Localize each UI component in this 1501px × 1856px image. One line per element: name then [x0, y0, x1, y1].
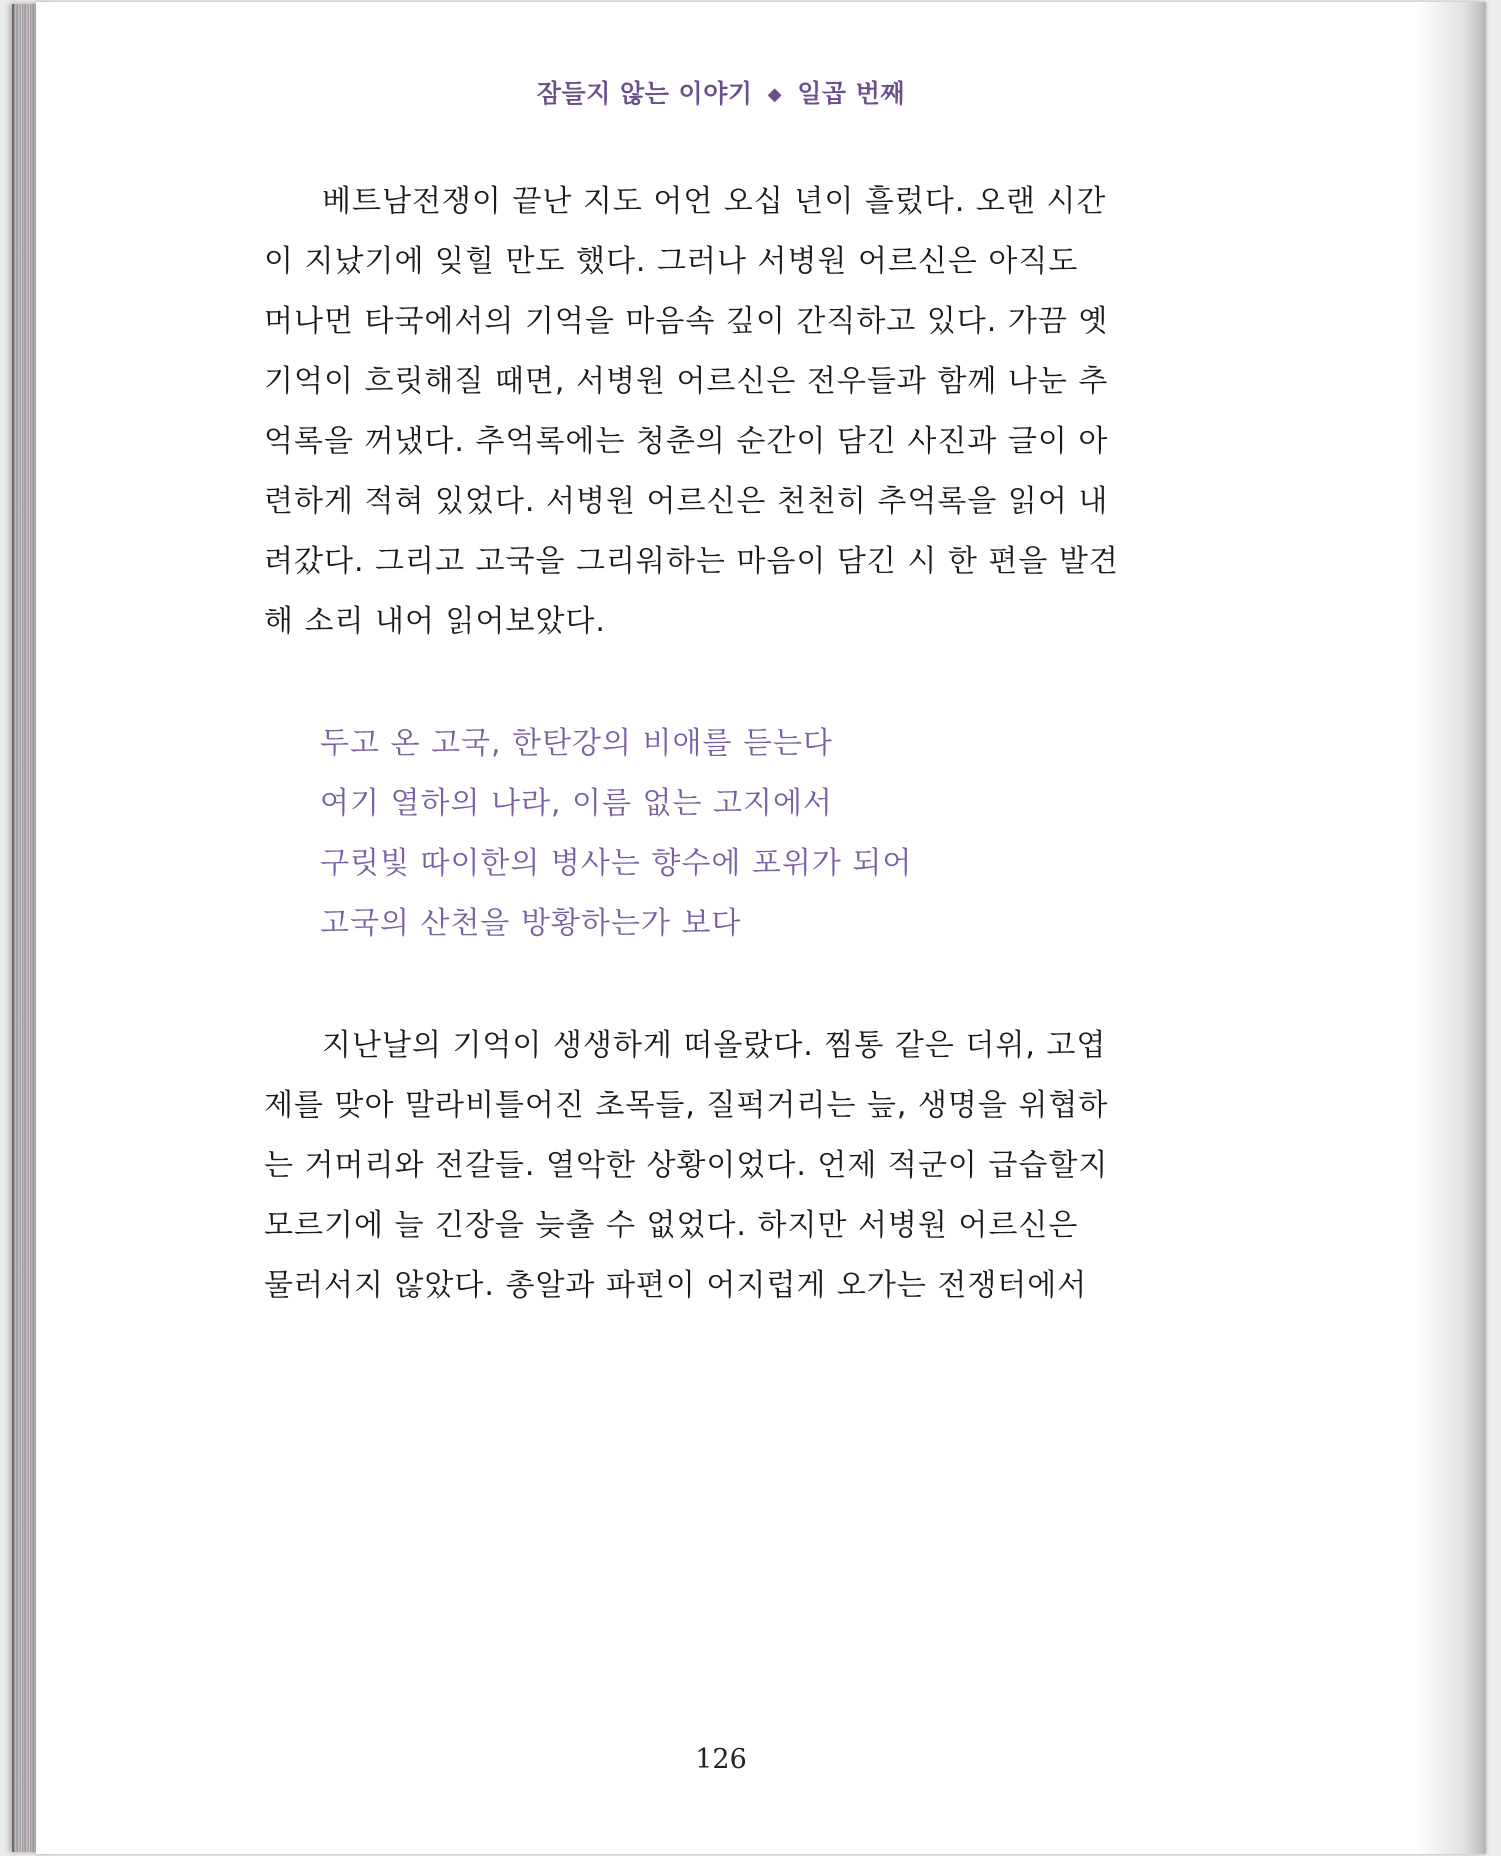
header-chapter: 일곱 번째: [797, 79, 906, 108]
paragraph-line: 해 소리 내어 읽어보았다.: [264, 604, 606, 639]
paragraph-line: 는 거머리와 전갈들. 열악한 상황이었다. 언제 적군이 급습할지: [264, 1148, 1109, 1183]
page-number: 126: [695, 1744, 747, 1775]
poem-line: 두고 온 고국, 한탄강의 비애를 듣는다: [320, 726, 833, 761]
poem-line: 여기 열하의 나라, 이름 없는 고지에서: [320, 786, 833, 821]
header-title: 잠들지 않는 이야기: [536, 79, 753, 108]
paragraph-line: 제를 맞아 말라비틀어진 초목들, 질퍽거리는 늪, 생명을 위협하: [264, 1088, 1109, 1123]
paragraph-line: 머나먼 타국에서의 기억을 마음속 깊이 간직하고 있다. 가끔 옛: [264, 304, 1109, 339]
paragraph-line: 려갔다. 그리고 고국을 그리워하는 마음이 담긴 시 한 편을 발견: [264, 544, 1119, 579]
poem-line: 고국의 산천을 방황하는가 보다: [320, 906, 742, 941]
paragraph-line: 물러서지 않았다. 총알과 파편이 어지럽게 오가는 전쟁터에서: [264, 1268, 1088, 1303]
poem-line: 구릿빛 따이한의 병사는 향수에 포위가 되어: [320, 846, 913, 881]
paragraph-line: 베트남전쟁이 끝난 지도 어언 오십 년이 흘렀다. 오랜 시간: [322, 184, 1107, 219]
running-header: [36, 74, 1406, 110]
paragraph-line: 지난날의 기억이 생생하게 떠올랐다. 찜통 같은 더위, 고엽: [322, 1028, 1107, 1063]
paragraph-line: 이 지났기에 잊힐 만도 했다. 그러나 서병원 어르신은 아직도: [264, 244, 1079, 279]
page-spine-shadow: [1416, 2, 1486, 1854]
paragraph-line: 기억이 흐릿해질 때면, 서병원 어르신은 전우들과 함께 나눈 추: [264, 364, 1109, 399]
diamond-separator-icon: ◆: [767, 84, 783, 105]
paragraph-line: 련하게 적혀 있었다. 서병원 어르신은 천천히 추억록을 읽어 내: [264, 484, 1109, 519]
book-page: [36, 2, 1486, 1854]
paragraph-line: 억록을 꺼냈다. 추억록에는 청춘의 순간이 담긴 사진과 글이 아: [264, 424, 1109, 459]
paragraph-line: 모르기에 늘 긴장을 늦출 수 없었다. 하지만 서병원 어르신은: [264, 1208, 1079, 1243]
